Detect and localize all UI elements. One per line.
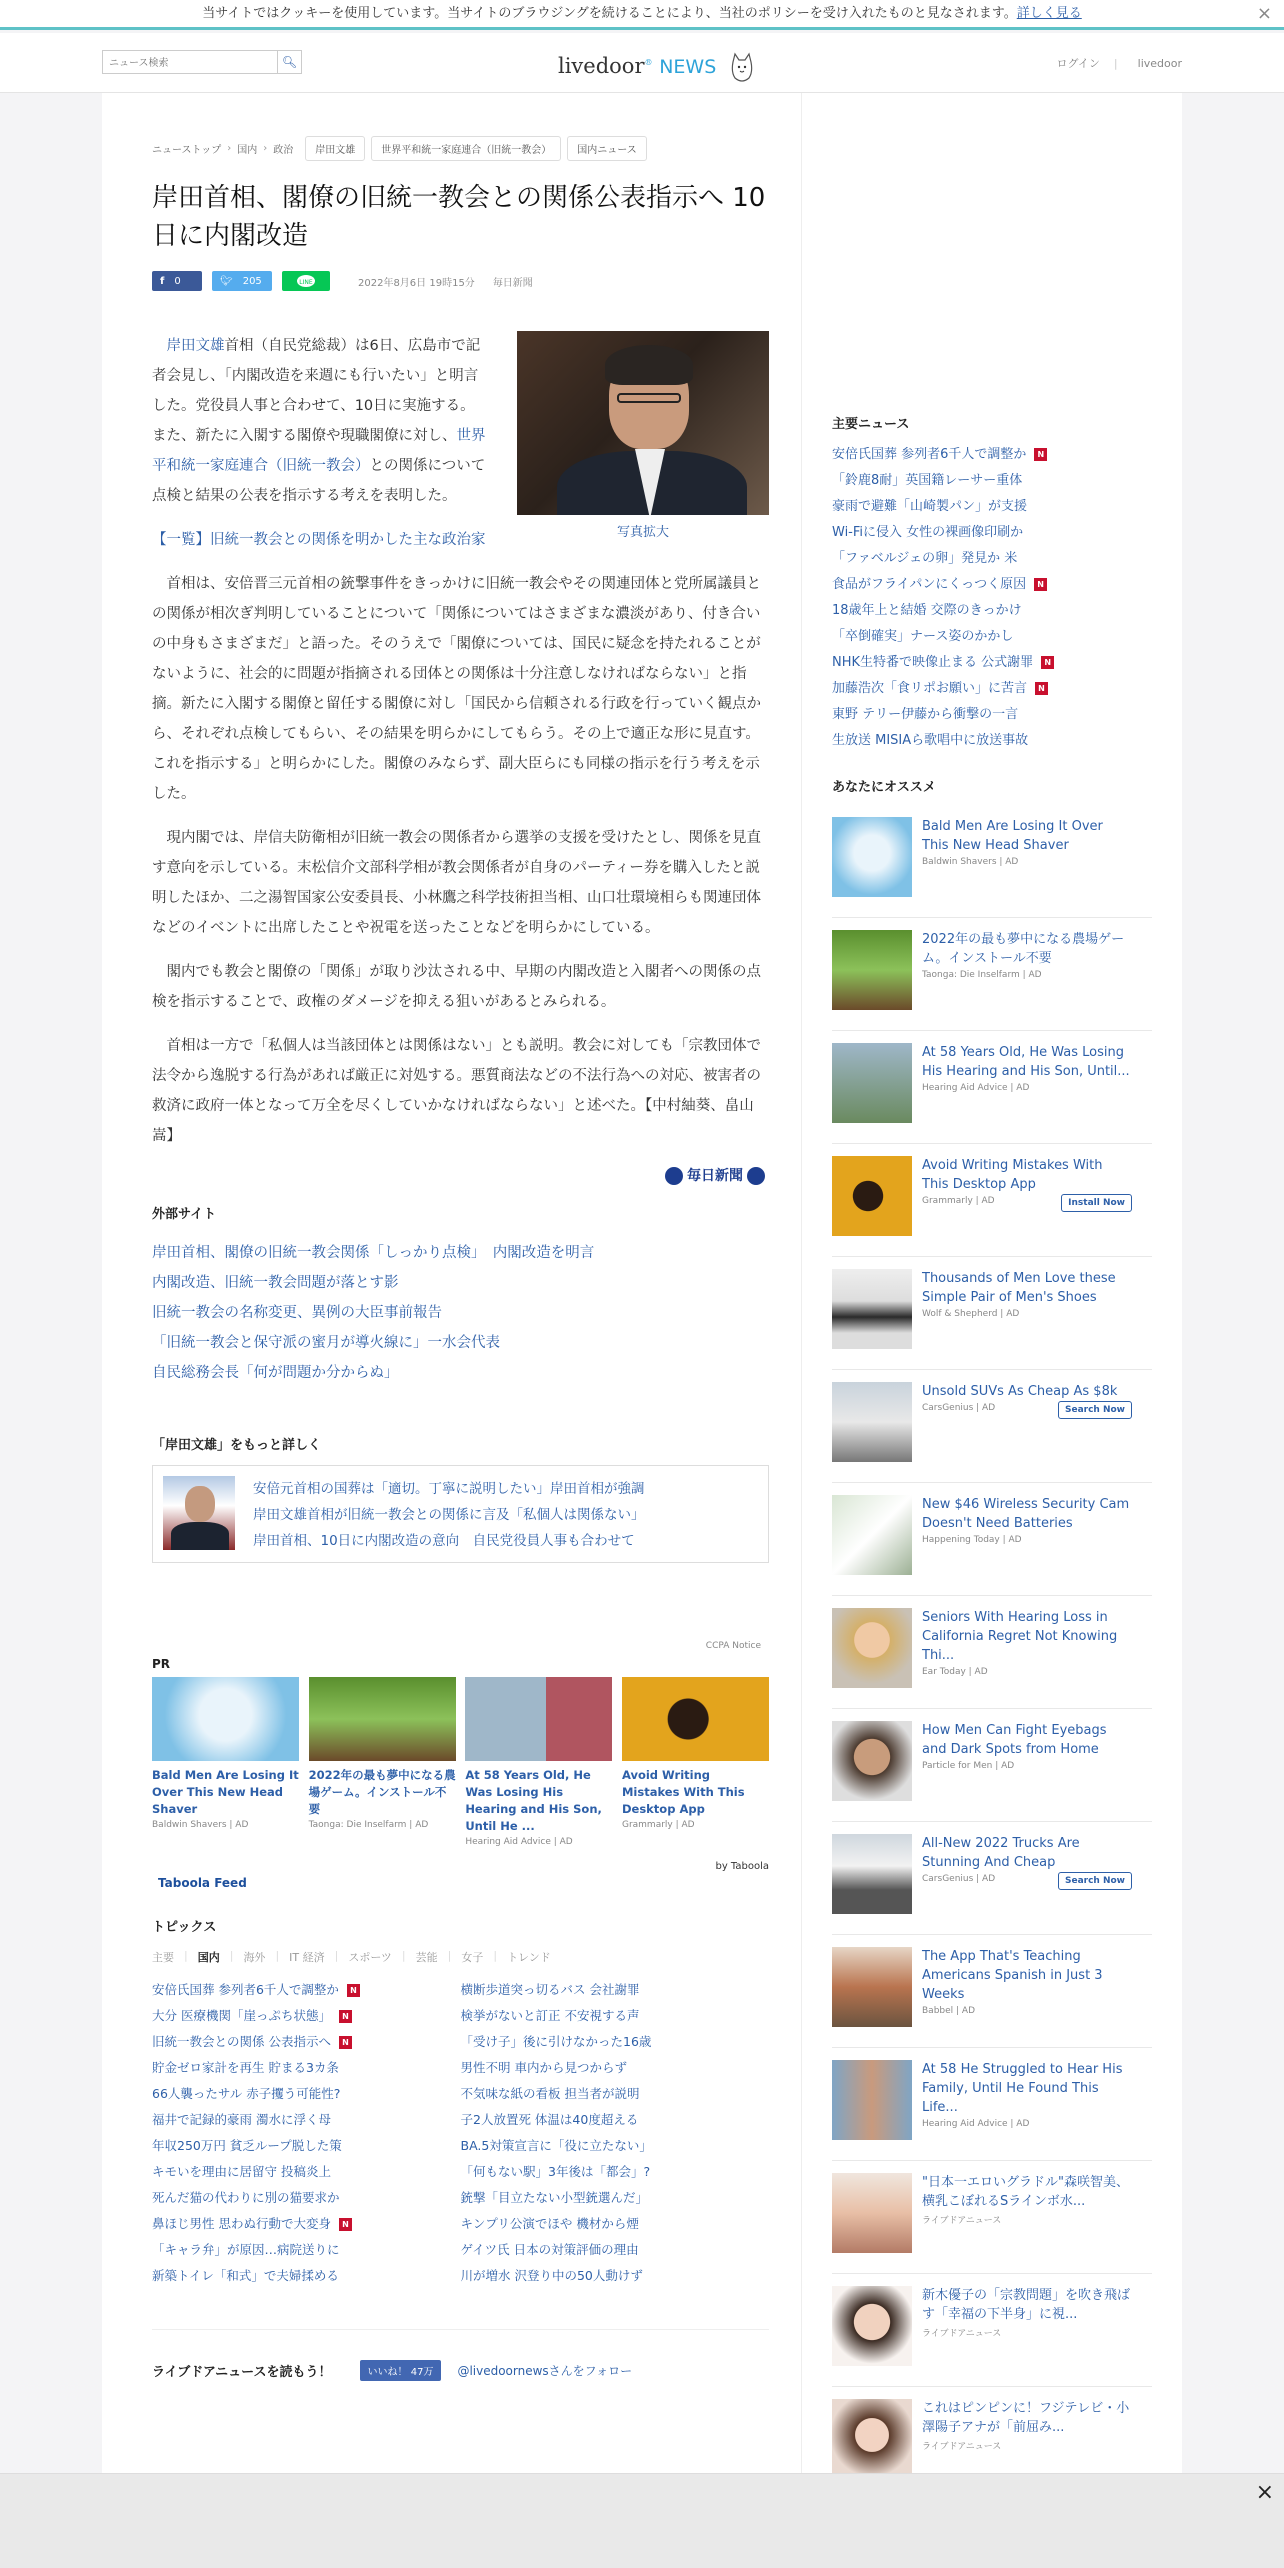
recommended-thumbnail[interactable] bbox=[832, 2286, 912, 2366]
topic-link[interactable]: 横断歩道突っ切るバス 会社謝罪 bbox=[460, 1982, 640, 1997]
recommended-title[interactable]: "日本一エロいグラドル"森咲智美、横乳こぼれるSラインボ水... bbox=[922, 2175, 1129, 2209]
politician-list-link[interactable]: 【一覧】旧統一教会との関係を明かした主な政治家 bbox=[152, 532, 486, 548]
recommended-item[interactable] bbox=[832, 1144, 1152, 1257]
recommended-thumbnail[interactable] bbox=[832, 1269, 912, 1349]
pr-ad-label: AD bbox=[415, 1820, 429, 1830]
site-logo[interactable]: livedoor® NEWS bbox=[558, 43, 755, 83]
search-icon[interactable]: 🔍︎ bbox=[277, 51, 301, 73]
cookie-close-icon[interactable]: × bbox=[1256, 3, 1272, 24]
svg-text:LINE: LINE bbox=[299, 279, 313, 286]
tag-kishida[interactable]: 岸田文雄 bbox=[305, 136, 365, 161]
tab-entertainment[interactable]: 芸能 bbox=[415, 1951, 438, 1964]
main-news-text: 18歳年上と結婚 交際のきっかけ bbox=[832, 603, 1022, 618]
related-link[interactable]: 岸田首相、10日に内閣改造の意向 自民党役員人事も合わせて bbox=[253, 1533, 635, 1549]
article-photo[interactable] bbox=[517, 331, 769, 543]
paragraph-3: 現内閣では、岸信夫防衛相が旧統一教会の関係者から選挙の支援を受けたとし、関係を見直す意向を示している。末松信介文部科学相が教会関係者が自身のパーティー券を購入したと説明したほか、二之湯智国家公安委員長、小林鷹之科学技術担当相、山口壮環境相らも関連団体などのイベントに出席したことや祝電を送ったことなどを明らかにしている。 bbox=[152, 830, 761, 936]
topic-text: 安倍氏国葬 参列者6千人で調整か bbox=[152, 1982, 339, 1997]
pr-ad-label: AD bbox=[559, 1837, 573, 1847]
recommended-body bbox=[922, 2286, 1132, 2386]
topic-text: 死んだ猫の代わりに別の猫要求か bbox=[152, 2190, 340, 2205]
recommended-source: Wolf & Shepherd | AD bbox=[922, 1309, 1020, 1319]
tab-trend[interactable]: トレンド bbox=[507, 1951, 551, 1964]
paragraph-4: 閣内でも教会と閣僚の「関係」が取り沙汰される中、早期の内閣改造と入閣者への関係の点検を指示することで、政権のダメージを抑える狙いがあるとみられる。 bbox=[152, 964, 761, 1010]
topic-link[interactable] bbox=[152, 2185, 461, 2211]
article-title: 岸田首相、閣僚の旧統一教会との関係公表指示へ 10日に内閣改造 bbox=[152, 183, 766, 251]
main-column bbox=[102, 93, 802, 2473]
tab-sports[interactable]: スポーツ bbox=[348, 1951, 392, 1964]
paragraph-1-text-b: との関係について点検と結果の公表を指示する考えを表明した。 bbox=[152, 458, 486, 504]
pr-source: Taonga: Die Inselfarm bbox=[308, 1820, 407, 1830]
recommended-thumbnail[interactable] bbox=[832, 1608, 912, 1688]
recommended-title[interactable]: How Men Can Fight Eyebags and Dark Spots from Home bbox=[922, 1723, 1107, 1757]
main-news-text: 「鈴鹿8耐」英国籍レーサー重体 bbox=[832, 473, 1023, 488]
article-body bbox=[152, 331, 769, 1151]
recommended-item[interactable] bbox=[832, 1822, 1152, 1935]
twitter-share-button[interactable] bbox=[212, 271, 272, 291]
topic-link[interactable]: キンプリ公演でほや 機材から煙 bbox=[460, 2216, 639, 2231]
main-news-link[interactable] bbox=[832, 624, 1152, 650]
recommended-thumbnail[interactable] bbox=[832, 1834, 912, 1914]
recommended-thumbnail[interactable] bbox=[832, 1043, 912, 1123]
main-news-heading: 主要ニュース bbox=[832, 417, 910, 432]
pr-ad-label: AD bbox=[235, 1820, 249, 1830]
new-badge-icon: N bbox=[1034, 578, 1047, 591]
twitter-follow-link[interactable]: @livedoornewsさんをフォロー bbox=[457, 2364, 633, 2378]
new-badge-icon: N bbox=[339, 2036, 352, 2049]
recommended-source: ライブドアニュース bbox=[922, 2442, 1002, 2452]
main-news-text: 生放送 MISIAら歌唱中に放送事故 bbox=[832, 733, 1029, 748]
related-link[interactable]: 安倍元首相の国葬は「適切。丁寧に説明したい」岸田首相が強調 bbox=[253, 1481, 645, 1497]
external-sites-heading: 外部サイト bbox=[152, 1207, 217, 1222]
recommended-body bbox=[922, 1495, 1132, 1595]
article-meta bbox=[152, 271, 769, 291]
recommended-item[interactable] bbox=[832, 918, 1152, 1031]
unification-church-link[interactable]: 世界平和統一家庭連合（旧統一教会） bbox=[152, 428, 486, 474]
kishida-photo[interactable] bbox=[517, 331, 769, 515]
topic-link[interactable]: 検挙がないと訂正 不安視する声 bbox=[460, 2008, 640, 2023]
topic-text: 「キャラ弁」が原因…病院送りに bbox=[152, 2242, 340, 2257]
pr-heading: PR bbox=[152, 1657, 171, 1671]
topic-text: 大分 医療機関「崖っぷち状態」 bbox=[152, 2008, 331, 2023]
pr-title[interactable]: Avoid Writing Mistakes With This Desktop App bbox=[621, 1768, 745, 1816]
topic-link[interactable]: 男性不明 車内から見つからず bbox=[460, 2060, 627, 2075]
pr-ad-label: AD bbox=[681, 1820, 695, 1830]
recommended-source: Babbel | AD bbox=[922, 2006, 975, 2016]
recommended-cta-button[interactable]: Search Now bbox=[1058, 1872, 1132, 1890]
recommended-title[interactable]: Seniors With Hearing Loss in California Regret Not Knowing Thi... bbox=[922, 1610, 1118, 1663]
new-badge-icon: N bbox=[339, 2010, 352, 2023]
tab-women[interactable]: 女子 bbox=[461, 1951, 484, 1964]
recommended-source: Particle for Men | AD bbox=[922, 1761, 1015, 1771]
tag-unification-church[interactable]: 世界平和統一家庭連合（旧統一教会） bbox=[371, 136, 561, 161]
main-news-link[interactable] bbox=[832, 598, 1152, 624]
tab-overseas[interactable]: 海外 bbox=[243, 1951, 266, 1964]
recommended-item[interactable] bbox=[832, 1596, 1152, 1709]
recommended-body bbox=[922, 2060, 1132, 2160]
recommended-item[interactable] bbox=[832, 1709, 1152, 1822]
topic-text: キモいを理由に居留守 投稿炎上 bbox=[152, 2164, 331, 2179]
main-news-link[interactable] bbox=[832, 650, 1152, 676]
pr-grammarly-image[interactable] bbox=[622, 1677, 769, 1761]
recommended-thumbnail[interactable] bbox=[832, 930, 912, 1010]
kishida-link[interactable]: 岸田文雄 bbox=[166, 338, 225, 354]
bottom-close-icon[interactable]: × bbox=[1255, 2480, 1274, 2505]
recommended-body bbox=[922, 1947, 1132, 2047]
pr-farm-image[interactable] bbox=[309, 1677, 456, 1761]
paragraph-1-text-a: 首相（自民党総裁）は6日、広島市で記者会見し、「内閣改造を来週にも行いたい」と明言した。党役員人事と合わせて、10日に実施する。また、新たに入閣する閣僚や現職閣僚に対し、 bbox=[152, 338, 481, 444]
recommended-title[interactable]: All-New 2022 Trucks Are Stunning And Cheap bbox=[922, 1836, 1080, 1870]
recommended-item[interactable] bbox=[832, 2274, 1152, 2387]
main-news-link[interactable] bbox=[832, 702, 1152, 728]
cat-mascot-icon bbox=[729, 52, 755, 84]
recommended-body bbox=[922, 1608, 1132, 1708]
recommended-item[interactable] bbox=[832, 2161, 1152, 2274]
recommended-title[interactable]: New $46 Wireless Security Cam Doesn't Need Batteries bbox=[922, 1497, 1130, 1531]
twitter-count: 205 bbox=[242, 275, 262, 287]
recommended-title[interactable]: Unsold SUVs As Cheap As $8k bbox=[922, 1384, 1118, 1399]
topic-link[interactable]: ゲイツ氏 日本の対策評価の理由 bbox=[460, 2242, 639, 2257]
search-input[interactable] bbox=[103, 53, 273, 75]
taboola-feed-logo[interactable]: Taboola Feed bbox=[158, 1876, 247, 1890]
pr-grid bbox=[152, 1677, 769, 1847]
new-badge-icon: N bbox=[1035, 682, 1048, 695]
pr-item[interactable]: 2022年の最も夢中になる農場ゲーム。インストール不要 Taonga: Die Inselfarm | AD bbox=[309, 1677, 456, 1847]
more-about-box bbox=[152, 1465, 769, 1563]
new-badge-icon: N bbox=[347, 1984, 360, 1997]
article-source[interactable]: 毎日新聞 bbox=[492, 277, 533, 289]
recommended-source: Baldwin Shavers | AD bbox=[922, 857, 1019, 867]
pr-title[interactable]: At 58 Years Old, He Was Losing His Hearing and His Son, Until He ... bbox=[465, 1768, 602, 1833]
recommended-body bbox=[922, 1043, 1132, 1143]
recommended-heading: あなたにオススメ bbox=[832, 780, 936, 795]
topic-link[interactable]: 「何もない駅」3年後は「都会」? bbox=[460, 2164, 651, 2179]
line-icon bbox=[296, 274, 316, 288]
topic-link[interactable] bbox=[152, 2029, 461, 2055]
tab-domestic[interactable]: 国内 bbox=[197, 1951, 220, 1964]
topic-text: 年収250万円 貧乏ループ脱した策 bbox=[152, 2138, 342, 2153]
recommended-source: Ear Today | AD bbox=[922, 1667, 988, 1677]
topic-link[interactable] bbox=[152, 2159, 461, 2185]
main-news-text: 「卒倒確実」ナース姿のかかし bbox=[832, 629, 1014, 644]
topic-link[interactable] bbox=[152, 2211, 461, 2237]
pr-hearing-image[interactable] bbox=[465, 1677, 612, 1761]
topic-text: 貯金ゼロ家計を再生 貯まる3カ条 bbox=[152, 2060, 339, 2075]
new-badge-icon: N bbox=[1041, 656, 1054, 669]
pr-source: Hearing Aid Advice bbox=[465, 1837, 551, 1847]
main-news-link[interactable] bbox=[832, 442, 1152, 468]
external-link[interactable]: 旧統一教会の名称変更、異例の大臣事前報告 bbox=[152, 1305, 442, 1321]
recommended-body bbox=[922, 1156, 1132, 1256]
topics-tabs: 主要 | 国内 | 海外 | IT 経済 | スポーツ | 芸能 | 女子 | トレンド bbox=[152, 1949, 551, 1964]
follow-question: ライブドアニュースを読もう！ bbox=[152, 2365, 332, 2380]
new-badge-icon: N bbox=[339, 2218, 352, 2231]
main-news-link[interactable] bbox=[832, 468, 1152, 494]
recommended-source: ライブドアニュース bbox=[922, 2216, 1002, 2226]
external-link[interactable]: 「旧統一教会と保守派の蜜月が導火線に」一水会代表 bbox=[152, 1335, 500, 1351]
breadcrumb: ニューストップ › 国内 › 政治 岸田文雄 世界平和統一家庭連合（旧統一教会） 国内ニュース bbox=[152, 135, 769, 161]
recommended-source: CarsGenius | AD bbox=[922, 1874, 996, 1884]
topics-left-column bbox=[152, 1977, 461, 2289]
kishida-thumbnail[interactable] bbox=[163, 1476, 235, 1550]
more-about-heading: 「岸田文雄」をもっと詳しく bbox=[152, 1438, 322, 1453]
topic-link[interactable]: 「受け子」後に引けなかった16歳 bbox=[460, 2034, 652, 2049]
topic-text: 鼻ほじ男性 思わぬ行動で大変身 bbox=[152, 2216, 331, 2231]
recommended-thumbnail[interactable] bbox=[832, 817, 912, 897]
recommended-thumbnail[interactable] bbox=[832, 2399, 912, 2479]
main-news-link[interactable] bbox=[832, 572, 1152, 598]
topic-link[interactable] bbox=[152, 2263, 461, 2289]
recommended-cta-button[interactable]: Install Now bbox=[1061, 1194, 1132, 1212]
recommended-title[interactable]: At 58 Years Old, He Was Losing His Hearing and His Son, Until... bbox=[922, 1045, 1130, 1079]
recommended-item[interactable] bbox=[832, 1370, 1152, 1483]
recommended-thumbnail[interactable] bbox=[832, 1382, 912, 1462]
sidebar bbox=[802, 93, 1182, 2473]
recommended-source: Happening Today | AD bbox=[922, 1535, 1022, 1545]
recommended-thumbnail[interactable] bbox=[832, 2060, 912, 2140]
main-news-list bbox=[832, 442, 1152, 754]
search-box bbox=[102, 50, 302, 74]
main-news-text: Wi-Fiに侵入 女性の裸画像印刷か bbox=[832, 525, 1024, 540]
recommended-item[interactable] bbox=[832, 1935, 1152, 2048]
recommended-thumbnail[interactable] bbox=[832, 2173, 912, 2253]
topic-link[interactable]: BA.5対策宣言に「役に立たない」 bbox=[460, 2138, 652, 2153]
external-link[interactable]: 自民総務会長「何が問題か分からぬ」 bbox=[152, 1365, 399, 1381]
photo-enlarge-link[interactable]: 写真拡大 bbox=[616, 525, 669, 540]
livedoor-link[interactable]: livedoor bbox=[1137, 57, 1182, 70]
cookie-more-link[interactable]: 詳しく見る bbox=[1016, 6, 1082, 21]
facebook-like-button[interactable]: いいね！ 47万 bbox=[360, 2360, 442, 2381]
main-news-link[interactable] bbox=[832, 494, 1152, 520]
recommended-body bbox=[922, 1834, 1132, 1934]
main-news-text: NHK生特番で映像止まる 公式謝罪 bbox=[832, 655, 1034, 670]
external-link[interactable]: 岸田首相、閣僚の旧統一教会関係「しっかり点検」 内閣改造を明言 bbox=[152, 1245, 595, 1261]
related-link[interactable]: 岸田文雄首相が旧統一教会との関係に言及「私個人は関係ない」 bbox=[253, 1507, 645, 1523]
ccpa-notice-link[interactable]: CCPA Notice bbox=[705, 1641, 761, 1651]
recommended-body bbox=[922, 817, 1132, 917]
external-links bbox=[152, 1238, 769, 1388]
recommended-thumbnail[interactable] bbox=[832, 1721, 912, 1801]
external-link[interactable]: 内閣改造、旧統一教会問題が落とす影 bbox=[152, 1275, 399, 1291]
recommended-title[interactable]: At 58 He Struggled to Hear His Family, Until He Found This Life... bbox=[922, 2062, 1123, 2115]
recommended-body bbox=[922, 2173, 1132, 2273]
tab-it-economy[interactable]: IT 経済 bbox=[289, 1951, 325, 1964]
main-news-text: 豪雨で避難「山崎製パン」が支援 bbox=[832, 499, 1028, 514]
recommended-title[interactable]: 2022年の最も夢中になる農場ゲーム。インストール不要 bbox=[922, 932, 1125, 966]
recommended-source: Grammarly | AD bbox=[922, 1196, 995, 1206]
main-news-text: 安倍氏国葬 参列者6千人で調整か bbox=[832, 447, 1027, 462]
pr-source: Grammarly bbox=[621, 1820, 673, 1830]
pr-item[interactable]: Avoid Writing Mistakes With This Desktop App Grammarly | AD bbox=[622, 1677, 769, 1847]
logo-brand: livedoor bbox=[558, 54, 645, 78]
topic-link[interactable]: 銃撃「目立たない小型銃選んだ」 bbox=[460, 2190, 649, 2205]
recommended-cta-button[interactable]: Search Now bbox=[1058, 1401, 1132, 1419]
topic-link[interactable] bbox=[152, 2107, 461, 2133]
header-links: ログイン | livedoor bbox=[1056, 57, 1182, 70]
main-news-text: 加藤浩次「食リポお願い」に苦言 bbox=[832, 681, 1028, 696]
follow-row bbox=[152, 2329, 769, 2381]
topic-link[interactable]: 不気味な紙の看板 担当者が説明 bbox=[460, 2086, 640, 2101]
tag-domestic-news[interactable]: 国内ニュース bbox=[567, 136, 647, 161]
recommended-item[interactable] bbox=[832, 805, 1152, 918]
paragraph-2: 首相は、安倍晋三元首相の銃撃事件をきっかけに旧統一教会やその関連団体と党所属議員との関係が相次ぎ判明していることについて「関係についてはさまざまな濃淡があり、付き合いの中身もさまざまだ」と語った。そのうえで「閣僚については、国民に疑念を持たれることがないように、社会的に問題が指摘される団体との関係は十分注意しなければならない」と指摘。新たに入閣する閣僚と留任する閣僚に対し「国民から信頼される行政を行っていく観点から、それぞれ点検してもらい、その結果を明らかにしてもらう。その上で適正な形に見直す。これを指示する」と明らかにした。閣僚のみならず、副大臣らにも同様の指示を行う考えを示した。 bbox=[152, 576, 761, 802]
mainichi-logo bbox=[152, 1165, 769, 1195]
topic-link[interactable] bbox=[152, 2003, 461, 2029]
recommended-source: ライブドアニュース bbox=[922, 2329, 1002, 2339]
recommended-title[interactable]: Avoid Writing Mistakes With This Desktop App bbox=[922, 1158, 1103, 1192]
pr-item[interactable]: Bald Men Are Losing It Over This New Head Shaver Baldwin Shavers | AD bbox=[152, 1677, 299, 1847]
recommended-source: Hearing Aid Advice | AD bbox=[922, 2119, 1030, 2129]
recommended-body bbox=[922, 1382, 1132, 1482]
facebook-share-button[interactable] bbox=[152, 271, 202, 291]
recommended-item[interactable] bbox=[832, 2048, 1152, 2161]
recommended-title[interactable]: Bald Men Are Losing It Over This New Head Shaver bbox=[922, 819, 1103, 853]
recommended-item[interactable] bbox=[832, 1031, 1152, 1144]
paragraph-5: 首相は一方で「私個人は当該団体とは関係はない」とも説明。教会に対しても「宗教団体で法令から逸脱する行為があれば厳正に対処する。悪質商法などの不法行為への対応、被害者の救済に政府一体となって万全を尽くしていかなければならない」と述べた。【中村紬葵、畠山嵩】 bbox=[152, 1038, 761, 1144]
topic-text: 福井で記録的豪雨 濁水に浮く母 bbox=[152, 2112, 331, 2127]
recommended-title[interactable]: The App That's Teaching Americans Spanish in Just 3 Weeks bbox=[922, 1949, 1103, 2002]
topics-list bbox=[152, 1977, 769, 2289]
topic-text: 新築トイレ「和式」で夫婦揉める bbox=[152, 2268, 339, 2283]
recommended-title[interactable]: Thousands of Men Love these Simple Pair of Men's Shoes bbox=[922, 1271, 1116, 1305]
recommended-source: Taonga: Die Inselfarm | AD bbox=[922, 970, 1042, 980]
topic-link[interactable]: 川が増水 沢登り中の50人動けず bbox=[460, 2268, 643, 2283]
bottom-ad-bar bbox=[0, 2473, 1284, 2568]
topic-text: 66人襲ったサル 赤子攫う可能性? bbox=[152, 2086, 341, 2101]
main-news-link[interactable] bbox=[832, 546, 1152, 572]
recommended-body bbox=[922, 930, 1132, 1030]
pr-shaver-image[interactable] bbox=[152, 1677, 299, 1761]
recommended-source: Hearing Aid Advice | AD bbox=[922, 1083, 1030, 1093]
topic-text: 旧統一教会との関係 公表指示へ bbox=[152, 2034, 331, 2049]
pr-title[interactable]: Bald Men Are Losing It Over This New Head Shaver bbox=[152, 1768, 299, 1816]
recommended-list bbox=[832, 805, 1152, 2500]
article-date: 2022年8月6日 19時15分 bbox=[358, 277, 475, 289]
topic-link[interactable]: 子2人放置死 体温は40度超える bbox=[460, 2112, 639, 2127]
facebook-icon: f bbox=[160, 275, 165, 287]
topic-link[interactable] bbox=[152, 2237, 461, 2263]
recommended-item[interactable] bbox=[832, 1257, 1152, 1370]
mainichi-logo-text: 毎日新聞 bbox=[687, 1168, 743, 1184]
by-taboola[interactable]: by Taboola bbox=[715, 1861, 769, 1872]
recommended-title[interactable]: これはピンピンに！フジテレビ・小澤陽子アナが「前屈み... bbox=[922, 2401, 1130, 2435]
main-news-link[interactable] bbox=[832, 676, 1152, 702]
breadcrumb-top[interactable]: ニューストップ bbox=[152, 144, 222, 156]
cookie-text: 当サイトではクッキーを使用しています。当サイトのブラウジングを続けることにより、当社のポリシーを受け入れたものと見なされます。 bbox=[202, 6, 1017, 21]
breadcrumb-domestic[interactable]: 国内 bbox=[237, 144, 258, 156]
recommended-item[interactable] bbox=[832, 1483, 1152, 1596]
pr-title[interactable]: 2022年の最も夢中になる農場ゲーム。インストール不要 bbox=[308, 1768, 456, 1816]
recommended-title[interactable]: 新木優子の「宗教問題」を吹き飛ばす「幸福の下半身」に視... bbox=[922, 2288, 1131, 2322]
topic-link[interactable] bbox=[152, 2055, 461, 2081]
tab-main[interactable]: 主要 bbox=[152, 1951, 174, 1964]
login-link[interactable]: ログイン bbox=[1056, 57, 1100, 70]
topics-right-column bbox=[461, 1977, 770, 2289]
line-share-button[interactable] bbox=[282, 271, 330, 291]
main-news-text: 東野 テリー伊藤から衝撃の一言 bbox=[832, 707, 1019, 722]
recommended-thumbnail[interactable] bbox=[832, 1495, 912, 1575]
pr-source: Baldwin Shavers bbox=[152, 1820, 227, 1830]
recommended-source: CarsGenius | AD bbox=[922, 1403, 996, 1413]
topic-link[interactable] bbox=[152, 2081, 461, 2107]
main-news-link[interactable] bbox=[832, 520, 1152, 546]
page-container bbox=[102, 93, 1182, 2473]
main-news-text: 「ファベルジェの卵」発見か 米 bbox=[832, 551, 1018, 566]
site-header bbox=[0, 33, 1284, 93]
new-badge-icon: N bbox=[1034, 448, 1047, 461]
main-news-link[interactable] bbox=[832, 728, 1152, 754]
recommended-body bbox=[922, 1269, 1132, 1369]
topic-link[interactable] bbox=[152, 1977, 461, 2003]
recommended-thumbnail[interactable] bbox=[832, 1156, 912, 1236]
logo-news: NEWS bbox=[659, 56, 717, 78]
facebook-count: 0 bbox=[174, 275, 181, 287]
topics-heading: トピックス bbox=[152, 1920, 217, 1935]
main-news-text: 食品がフライパンにくっつく原因 bbox=[832, 577, 1027, 592]
cookie-banner bbox=[0, 0, 1284, 30]
recommended-thumbnail[interactable] bbox=[832, 1947, 912, 2027]
breadcrumb-politics[interactable]: 政治 bbox=[273, 144, 294, 156]
recommended-body bbox=[922, 1721, 1132, 1821]
topic-link[interactable] bbox=[152, 2133, 461, 2159]
pr-item[interactable]: At 58 Years Old, He Was Losing His Hearing and His Son, Until He ... Hearing Aid Advice | AD bbox=[465, 1677, 612, 1847]
twitter-icon: 🐦︎ bbox=[220, 275, 233, 287]
